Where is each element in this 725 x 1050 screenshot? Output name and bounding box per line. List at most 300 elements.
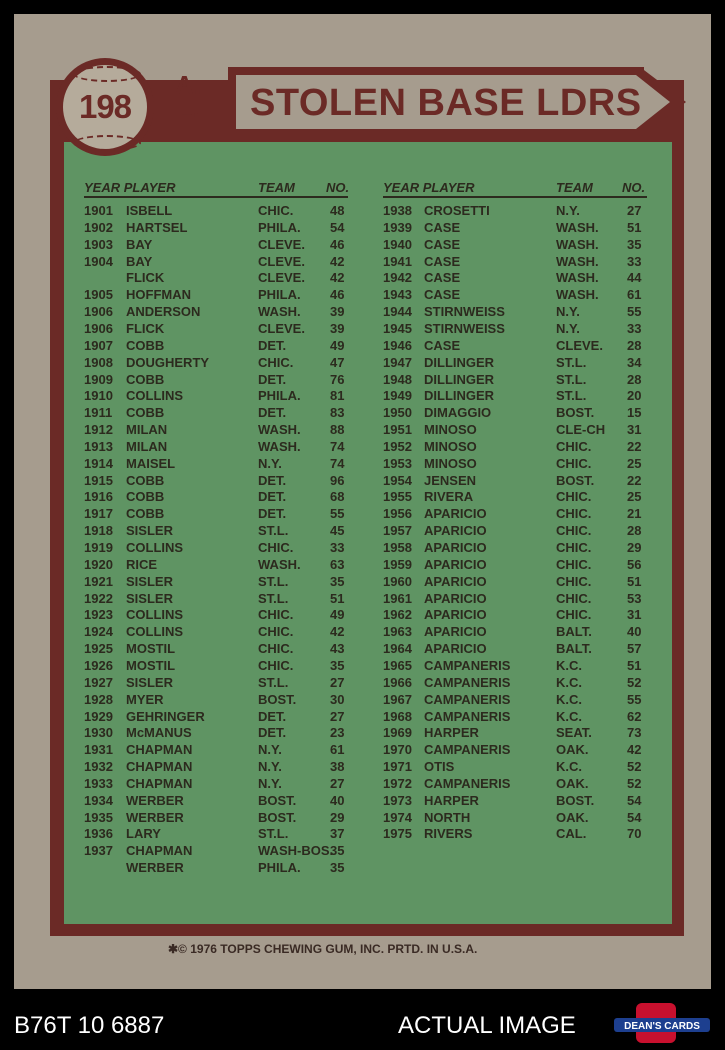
team-cell: CHIC. (258, 540, 294, 555)
number-cell: 44 (627, 270, 642, 286)
team-cell: CLE-CH (556, 422, 606, 438)
player-cell: DILLINGER (424, 371, 495, 387)
table-row (84, 624, 364, 641)
number-cell: 35 (330, 860, 345, 876)
year-cell: 1950 (383, 405, 412, 421)
team-cell: N.Y. (258, 742, 282, 758)
player-cell: CHAPMAN (126, 759, 193, 775)
year-cell: 1930 (84, 725, 113, 741)
player-cell: APARICIO (424, 523, 487, 539)
number-cell: 42 (330, 253, 345, 269)
table-row (84, 641, 364, 658)
year-cell: 1917 (84, 506, 113, 522)
year-cell: 1926 (84, 657, 113, 673)
year-cell: 1932 (84, 759, 113, 775)
player-cell: FLICK (126, 270, 165, 286)
team-cell: DET. (258, 371, 287, 387)
table-row (84, 254, 364, 271)
team-cell: ST.L. (556, 388, 587, 404)
year-cell: 1933 (84, 775, 113, 791)
year-cell: 1943 (383, 287, 412, 303)
year-cell: 1971 (383, 759, 412, 775)
player-cell: OTIS (424, 759, 455, 775)
player-cell: APARICIO (424, 506, 487, 522)
table-row (383, 675, 663, 692)
year-cell: 1919 (84, 540, 113, 555)
player-cell: RIVERA (424, 489, 474, 505)
team-cell: K.C. (556, 657, 582, 673)
table-row (84, 658, 364, 675)
table-row (84, 591, 364, 608)
number-cell: 57 (627, 641, 642, 657)
team-cell: PHILA. (258, 388, 301, 404)
number-cell: 35 (330, 843, 345, 859)
team-cell: CHIC. (556, 523, 592, 539)
team-cell: WASH. (556, 270, 599, 286)
team-cell: K.C. (556, 674, 582, 690)
team-cell: CHIC. (258, 203, 294, 218)
team-cell: OAK. (556, 809, 589, 825)
team-cell: N.Y. (258, 455, 282, 471)
year-cell: 1962 (383, 607, 412, 623)
number-cell: 42 (330, 624, 345, 640)
table-row (383, 641, 663, 658)
year-cell: 1967 (383, 691, 412, 707)
team-cell: BOST. (556, 472, 595, 488)
team-cell: N.Y. (556, 203, 580, 218)
table-row (383, 523, 663, 540)
team-cell: N.Y. (258, 759, 282, 775)
number-cell: 88 (330, 422, 345, 438)
player-cell: CAMPANERIS (424, 657, 511, 673)
number-cell: 53 (627, 590, 642, 606)
player-cell: CHAPMAN (126, 843, 193, 859)
team-cell: CHIC. (556, 489, 592, 505)
number-cell: 68 (330, 489, 345, 505)
number-cell: 29 (330, 809, 345, 825)
number-cell: 37 (330, 826, 345, 842)
player-cell: HARPER (424, 725, 479, 741)
team-cell: WASH. (556, 219, 599, 235)
table-row (84, 776, 364, 793)
table-row (84, 270, 364, 287)
year-cell: 1901 (84, 203, 113, 218)
league-label: A. L. (175, 70, 201, 123)
player-cell: BAY (126, 253, 153, 269)
team-cell: CLEVE. (258, 253, 305, 269)
year-cell: 1959 (383, 556, 412, 572)
team-cell: DET. (258, 472, 287, 488)
team-cell: BOST. (556, 792, 595, 808)
team-cell: ST.L. (258, 590, 289, 606)
year-cell: 1957 (383, 523, 412, 539)
table-row (84, 709, 364, 726)
team-cell: N.Y. (556, 304, 580, 320)
player-cell: APARICIO (424, 641, 487, 657)
table-row (84, 405, 364, 422)
player-cell: DILLINGER (424, 354, 495, 370)
year-cell: 1923 (84, 607, 113, 623)
year-cell: 1973 (383, 792, 412, 808)
number-cell: 70 (627, 826, 642, 842)
player-cell: HOFFMAN (126, 287, 191, 303)
player-cell: CASE (424, 270, 461, 286)
number-cell: 42 (627, 742, 642, 758)
team-cell: N.Y. (556, 320, 580, 336)
number-cell: 28 (627, 337, 642, 353)
table-row (383, 270, 663, 287)
number-cell: 33 (627, 320, 642, 336)
table-row (84, 506, 364, 523)
number-cell: 61 (330, 742, 345, 758)
number-cell: 55 (627, 304, 642, 320)
year-cell: 1913 (84, 438, 113, 454)
player-cell: ANDERSON (126, 304, 201, 320)
year-cell: 1911 (84, 405, 113, 421)
player-cell: COBB (126, 337, 165, 353)
number-cell: 51 (330, 590, 345, 606)
team-cell: WASH. (556, 287, 599, 303)
year-cell: 1907 (84, 337, 113, 353)
player-cell: MILAN (126, 438, 168, 454)
year-cell: 1934 (84, 792, 113, 808)
team-cell: PHILA. (258, 219, 301, 235)
team-cell: DET. (258, 405, 287, 421)
number-cell: 54 (627, 792, 642, 808)
number-cell: 31 (627, 607, 642, 623)
table-row (84, 355, 364, 372)
team-cell: CHIC. (258, 607, 294, 623)
year-cell: 1924 (84, 624, 113, 640)
player-cell: LARY (126, 826, 161, 842)
year-cell: 1925 (84, 641, 113, 657)
team-cell: CHIC. (556, 506, 592, 522)
team-cell: ST.L. (258, 573, 289, 589)
team-cell: WASH. (258, 556, 301, 572)
number-cell: 55 (330, 506, 345, 522)
table-row (84, 237, 364, 254)
year-cell: 1928 (84, 691, 113, 707)
team-cell: N.Y. (258, 775, 282, 791)
number-cell: 25 (627, 489, 642, 505)
player-cell: MILAN (126, 422, 168, 438)
table-row (383, 742, 663, 759)
col-header-no: NO. (622, 180, 646, 195)
number-cell: 62 (627, 708, 642, 724)
number-cell: 52 (627, 759, 642, 775)
year-cell: 1955 (383, 489, 412, 505)
team-cell: WASH. (258, 422, 301, 438)
year-cell: 1922 (84, 590, 113, 606)
year-cell: 1960 (383, 573, 412, 589)
year-cell: 1936 (84, 826, 113, 842)
number-cell: 20 (627, 388, 642, 404)
year-cell: 1937 (84, 843, 113, 859)
table-row (383, 658, 663, 675)
team-cell: BOST. (556, 405, 595, 421)
team-cell: CHIC. (258, 641, 294, 657)
table-row (84, 338, 364, 355)
deans-cards-logo (612, 1003, 712, 1043)
year-cell: 1961 (383, 590, 412, 606)
table-row (84, 203, 364, 220)
team-cell: K.C. (556, 708, 582, 724)
player-cell: APARICIO (424, 607, 487, 623)
year-cell: 1929 (84, 708, 113, 724)
number-cell: 35 (330, 573, 345, 589)
year-cell: 1972 (383, 775, 412, 791)
number-cell: 35 (330, 657, 345, 673)
table-row (84, 826, 364, 843)
year-cell: 1938 (383, 203, 412, 218)
number-cell: 27 (330, 674, 345, 690)
year-cell: 1905 (84, 287, 113, 303)
table-row (84, 439, 364, 456)
player-cell: MYER (126, 691, 164, 707)
table-row (383, 405, 663, 422)
player-cell: COLLINS (126, 388, 184, 404)
year-cell: 1970 (383, 742, 412, 758)
table-row (84, 810, 364, 827)
header-rule (84, 196, 348, 198)
year-cell: 1920 (84, 556, 113, 572)
table-row (383, 304, 663, 321)
player-cell: JENSEN (424, 472, 477, 488)
player-cell: COLLINS (126, 607, 184, 623)
table-row (383, 826, 663, 843)
number-cell: 28 (627, 523, 642, 539)
player-cell: CASE (424, 253, 461, 269)
year-cell: 1948 (383, 371, 412, 387)
sku-label: B76T 10 6887 (14, 1012, 165, 1039)
team-cell: ST.L. (556, 354, 587, 370)
player-cell: DILLINGER (424, 388, 495, 404)
table-row (84, 523, 364, 540)
year-cell: 1939 (383, 219, 412, 235)
number-cell: 33 (627, 253, 642, 269)
year-cell: 1974 (383, 809, 412, 825)
table-row (383, 506, 663, 523)
player-cell: COBB (126, 405, 165, 421)
table-row (383, 810, 663, 827)
table-row (383, 692, 663, 709)
number-cell: 49 (330, 337, 345, 353)
team-cell: CHIC. (556, 607, 592, 623)
number-cell: 46 (330, 287, 345, 303)
table-row (84, 422, 364, 439)
player-cell: CAMPANERIS (424, 742, 511, 758)
table-row (84, 574, 364, 591)
number-cell: 51 (627, 573, 642, 589)
table-row (84, 473, 364, 490)
team-cell: PHILA. (258, 860, 301, 876)
player-cell: RICE (126, 556, 158, 572)
team-cell: WASH. (258, 438, 301, 454)
team-cell: CLEVE. (258, 320, 305, 336)
number-cell: 21 (627, 506, 642, 522)
year-cell: 1916 (84, 489, 113, 505)
player-cell: WERBER (126, 860, 184, 876)
year-cell: 1935 (84, 809, 113, 825)
team-cell: DET. (258, 506, 287, 522)
player-cell: STIRNWEISS (424, 304, 505, 320)
table-row (84, 456, 364, 473)
team-cell: CHIC. (258, 354, 294, 370)
number-cell: 28 (627, 371, 642, 387)
team-cell: DET. (258, 489, 287, 505)
number-cell: 51 (627, 219, 642, 235)
year-cell: 1908 (84, 354, 113, 370)
number-cell: 38 (330, 759, 345, 775)
team-cell: WASH. (258, 304, 301, 320)
team-cell: CHIC. (556, 455, 592, 471)
team-cell: CHIC. (258, 624, 294, 640)
number-cell: 27 (330, 708, 345, 724)
table-row (84, 843, 364, 860)
year-cell: 1918 (84, 523, 113, 539)
table-row (383, 776, 663, 793)
number-cell: 54 (627, 809, 642, 825)
year-cell: 1953 (383, 455, 412, 471)
table-row (383, 709, 663, 726)
number-cell: 74 (330, 438, 345, 454)
team-cell: DET. (258, 337, 287, 353)
year-cell: 1945 (383, 320, 412, 336)
player-cell: CASE (424, 337, 461, 353)
team-cell: ST.L. (556, 371, 587, 387)
team-cell: CHIC. (556, 540, 592, 555)
number-cell: 81 (330, 388, 345, 404)
year-cell: 1931 (84, 742, 113, 758)
team-cell: BOST. (258, 792, 297, 808)
header-rule (383, 196, 647, 198)
year-cell: 1969 (383, 725, 412, 741)
year-cell: 1909 (84, 371, 113, 387)
player-cell: HARPER (424, 792, 479, 808)
player-cell: SISLER (126, 590, 173, 606)
player-cell: GEHRINGER (126, 708, 205, 724)
table-row (383, 591, 663, 608)
table-row (84, 607, 364, 624)
player-cell: NORTH (424, 809, 471, 825)
table-row (383, 355, 663, 372)
table-row (383, 220, 663, 237)
number-cell: 63 (330, 556, 345, 572)
number-cell: 51 (627, 657, 642, 673)
team-cell: SEAT. (556, 725, 592, 741)
year-cell: 1968 (383, 708, 412, 724)
player-cell: CAMPANERIS (424, 775, 511, 791)
player-cell: WERBER (126, 809, 184, 825)
year-cell: 1946 (383, 337, 412, 353)
team-cell: ST.L. (258, 523, 289, 539)
year-cell: 1941 (383, 253, 412, 269)
team-cell: OAK. (556, 775, 589, 791)
year-cell: 1910 (84, 388, 113, 404)
player-cell: CASE (424, 236, 461, 252)
number-cell: 76 (330, 371, 345, 387)
table-row (84, 220, 364, 237)
number-cell: 74 (330, 455, 345, 471)
year-cell: 1949 (383, 388, 412, 404)
number-cell: 54 (330, 219, 345, 235)
card-title: STOLEN BASE LDRS (250, 82, 642, 124)
year-cell: 1951 (383, 422, 412, 438)
table-row (383, 489, 663, 506)
team-cell: CLEVE. (556, 337, 603, 353)
player-cell: CHAPMAN (126, 775, 193, 791)
year-cell: 1942 (383, 270, 412, 286)
player-cell: SISLER (126, 573, 173, 589)
year-cell: 1965 (383, 657, 412, 673)
player-cell: MINOSO (424, 438, 477, 454)
number-cell: 61 (627, 287, 642, 303)
player-cell: SISLER (126, 674, 173, 690)
team-cell: WASH. (556, 253, 599, 269)
player-cell: FLICK (126, 320, 165, 336)
player-cell: MOSTIL (126, 641, 176, 657)
player-cell: HARTSEL (126, 219, 188, 235)
number-cell: 46 (330, 236, 345, 252)
number-cell: 73 (627, 725, 642, 741)
table-row (383, 607, 663, 624)
team-cell: CLEVE. (258, 270, 305, 286)
team-cell: CHIC. (556, 556, 592, 572)
player-cell: BAY (126, 236, 153, 252)
team-cell: WASH. (556, 236, 599, 252)
col-header-year-player: YEAR PLAYER (84, 180, 176, 195)
col-header-no: NO. (326, 180, 350, 195)
table-row (383, 287, 663, 304)
number-cell: 96 (330, 472, 345, 488)
player-cell: APARICIO (424, 540, 487, 555)
team-cell: K.C. (556, 759, 582, 775)
year-cell: 1912 (84, 422, 113, 438)
table-row (383, 422, 663, 439)
number-cell: 52 (627, 674, 642, 690)
player-cell: CROSETTI (424, 203, 490, 218)
number-cell: 45 (330, 523, 345, 539)
number-cell: 56 (627, 556, 642, 572)
table-row (383, 254, 663, 271)
player-cell: CAMPANERIS (424, 674, 511, 690)
team-cell: CHIC. (556, 438, 592, 454)
year-cell: 1927 (84, 674, 113, 690)
year-cell: 1940 (383, 236, 412, 252)
number-cell: 33 (330, 540, 345, 555)
year-cell: 1964 (383, 641, 412, 657)
table-row (84, 692, 364, 709)
number-cell: 52 (627, 775, 642, 791)
table-row (84, 860, 364, 877)
player-cell: WERBER (126, 792, 184, 808)
year-cell: 1906 (84, 320, 113, 336)
year-cell: 1921 (84, 573, 113, 589)
player-cell: STIRNWEISS (424, 320, 505, 336)
number-cell: 15 (627, 405, 642, 421)
table-row (84, 372, 364, 389)
year-cell: 1904 (84, 253, 113, 269)
team-cell: CAL. (556, 826, 587, 842)
player-cell: COLLINS (126, 540, 184, 555)
table-row (84, 321, 364, 338)
number-cell: 39 (330, 320, 345, 336)
player-cell: CAMPANERIS (424, 691, 511, 707)
year-cell: 1944 (383, 304, 412, 320)
table-row (383, 321, 663, 338)
table-row (383, 540, 663, 557)
number-cell: 43 (330, 641, 345, 657)
